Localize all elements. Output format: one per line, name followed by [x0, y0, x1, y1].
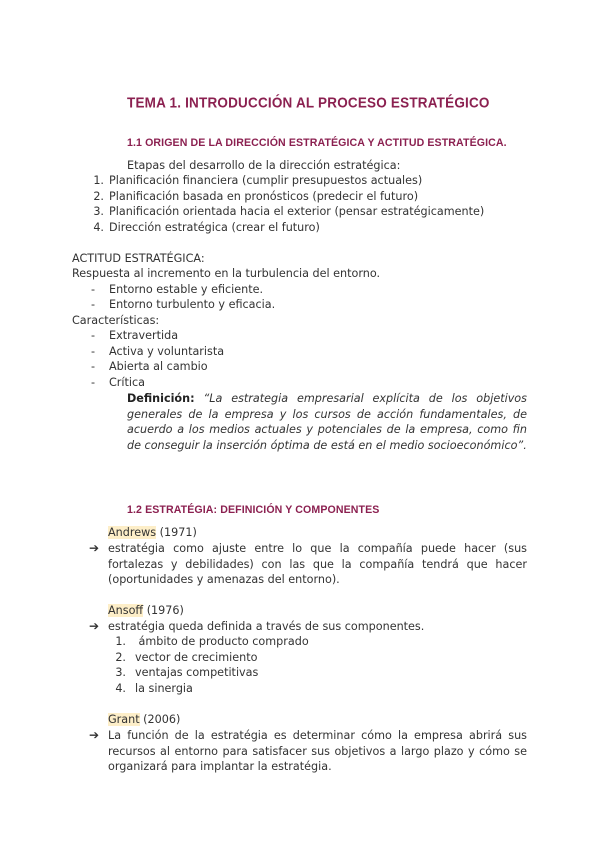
page-title: TEMA 1. INTRODUCCIÓN AL PROCESO ESTRATÉGICO — [127, 94, 490, 111]
arrow-icon: ➔ — [89, 619, 100, 633]
list-item: - Extravertida — [91, 329, 179, 342]
list-item: 4. la sinergia — [115, 682, 193, 695]
attitude-heading: ACTITUD ESTRATÉGICA: — [72, 252, 205, 265]
attitude-text: Respuesta al incremento en la turbulencia del entorno. — [72, 267, 381, 280]
grant-author: Grant — [108, 713, 140, 726]
ansoff-reference — [108, 603, 184, 618]
list-item: 3. Planificación orientada hacia el exterior (pensar estratégicamente) — [93, 205, 485, 218]
ansoff-year: (1976) — [146, 604, 184, 617]
grant-text: La función de la estratégia es determinar cómo la empresa abrirá sus recursos al entorno para satisfacer sus objetivos a largo plazo y cómo se organizará para implantar la estratégia. — [108, 729, 527, 774]
definition-text: “La estrategia empresarial explícita de los objetivos generales de la empresa y los cursos de acción fundamentales, de acuerdo a los medios actuales y potenciales de la empresa, como fin de conseguir la inserción óptima de está en el medio socioeconómico”. — [127, 392, 527, 452]
list-item: 3. ventajas competitivas — [115, 666, 259, 679]
list-item: - Abierta al cambio — [91, 360, 208, 373]
characteristics-heading: Características: — [72, 314, 160, 327]
list-item: - Activa y voluntarista — [91, 345, 225, 358]
arrow-icon: ➔ — [89, 541, 100, 555]
andrews-text: estratégia como ajuste entre lo que la compañía puede hacer (sus fortalezas y debilidades) con las que la compañía tendrá que hacer (oportunidades y amenazas del entorno). — [108, 542, 527, 587]
list-item: 1. Planificación financiera (cumplir presupuestos actuales) — [93, 174, 423, 187]
andrews-reference — [108, 525, 197, 540]
andrews-year: (1971) — [159, 526, 197, 539]
definition-label: Definición: — [127, 392, 195, 405]
section-1-heading: 1.1 ORIGEN DE LA DIRECCIÓN ESTRATÉGICA Y ACTITUD ESTRATÉGICA. — [127, 137, 507, 149]
arrow-icon: ➔ — [89, 728, 100, 742]
ansoff-text: estratégia queda definida a través de sus componentes. — [108, 620, 425, 633]
list-item: - Crítica — [91, 376, 146, 389]
section-2-heading: 1.2 ESTRATÉGIA: DEFINICIÓN Y COMPONENTES — [127, 504, 380, 516]
list-item: 1. ámbito de producto comprado — [115, 635, 309, 648]
definition-block — [127, 391, 527, 453]
andrews-author: Andrews — [108, 526, 157, 539]
list-item: - Entorno turbulento y eficacia. — [91, 298, 276, 311]
list-item: 2. vector de crecimiento — [115, 651, 258, 664]
list-item: 2. Planificación basada en pronósticos (predecir el futuro) — [93, 189, 419, 203]
grant-year: (2006) — [143, 713, 181, 726]
list-item: 4. Dirección estratégica (crear el futuro) — [93, 220, 320, 234]
list-item: - Entorno estable y eficiente. — [91, 283, 264, 296]
ansoff-author: Ansoff — [108, 604, 144, 617]
stages-intro: Etapas del desarrollo de la dirección estratégica: — [127, 159, 401, 172]
grant-reference — [108, 712, 180, 727]
